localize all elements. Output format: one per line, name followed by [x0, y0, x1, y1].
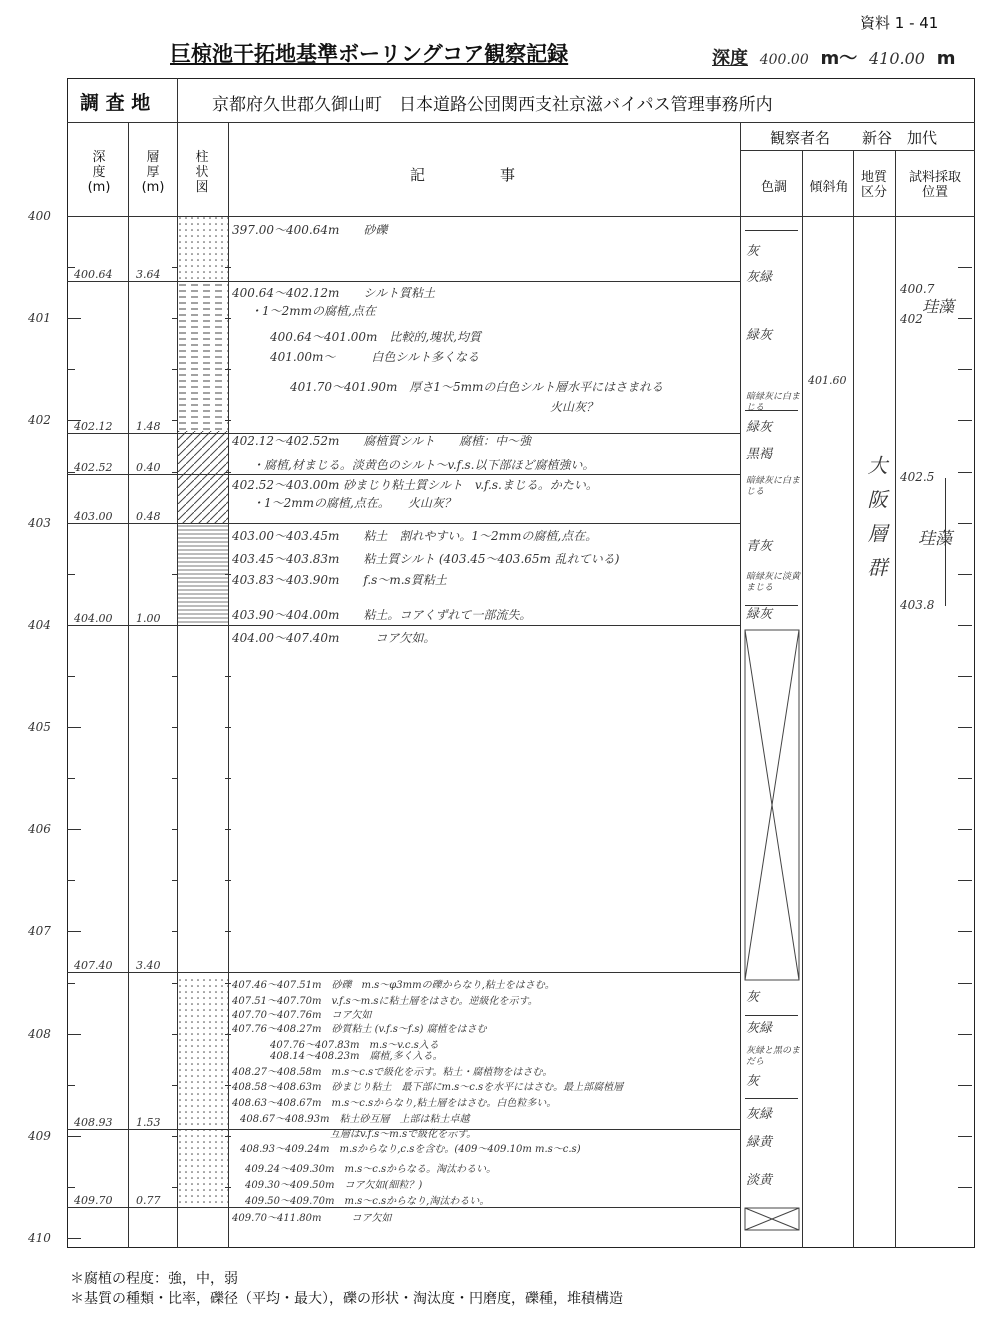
description-line: 409.24〜409.30m m.s〜c.sからなる。淘汰わるい。	[245, 1164, 497, 1175]
color-entry: 暗緑灰に白まじる	[746, 392, 801, 413]
depth-tick-major	[67, 727, 81, 728]
dip-value: 401.60	[808, 374, 847, 387]
description-line: 408.93〜409.24m m.sからなり,c.sを含む。(409〜409.10m m.s〜c.s)	[240, 1144, 581, 1155]
depth-tick-major	[67, 829, 81, 830]
depth-unit1: m〜	[820, 48, 858, 69]
sample-tick	[958, 829, 972, 830]
color-entry: 暗緑灰に淡黄まじる	[746, 572, 801, 593]
sample-tick	[958, 1187, 972, 1188]
depth-label: 深度	[712, 48, 748, 69]
layer-boundary	[67, 1207, 740, 1208]
description-line: 402.52〜403.00m 砂まじり粘土質シルト v.f.s.まじる。かたい。	[232, 478, 598, 492]
depth-range	[712, 44, 955, 70]
observer-label: 観察者名	[770, 129, 831, 147]
color-entry: 灰緑	[746, 270, 773, 285]
layer-boundary	[67, 625, 740, 626]
col-color-header: 色調	[760, 180, 787, 195]
depth-tick-major	[67, 1136, 81, 1137]
sample-tick	[958, 931, 972, 932]
depth-tick-minor	[67, 983, 75, 984]
description-line: 404.00〜407.40m コア欠如。	[232, 631, 436, 645]
diagram-silty-clay	[178, 281, 228, 431]
description-line: 408.27〜408.58m m.s〜c.sで級化を示す。粘土・腐植物をはさむ。	[232, 1067, 553, 1078]
depth-tick-major	[67, 216, 81, 217]
color-entry: 緑灰	[746, 607, 773, 622]
description-line: 408.67〜408.93m 粘土砂互層 上部は粘土卓越	[240, 1114, 470, 1125]
color-entry: 灰	[746, 990, 760, 1005]
color-entry: 灰	[746, 244, 760, 259]
color-divider	[745, 1015, 798, 1016]
description-line: 401.00m〜 白色シルト多くなる	[270, 350, 480, 364]
depth-to: 410.00	[868, 49, 925, 68]
page-title: 巨椋池干拓地基準ボーリングコア観察記録	[170, 42, 569, 66]
col-diagram-header: 柱 状 図	[195, 150, 209, 195]
layer-thickness: 0.40	[136, 460, 161, 474]
observer-value: 新谷 加代	[862, 129, 938, 147]
footnote-1: ＊腐植の程度：強，中，弱	[70, 1271, 238, 1287]
color-entry: 淡黄	[746, 1173, 773, 1188]
layer-boundary	[67, 474, 740, 475]
depth-scale-label: 405	[28, 720, 51, 734]
diagram-humic-silt	[178, 431, 228, 473]
layer-boundary	[67, 972, 740, 973]
layer-thickness: 1.53	[136, 1115, 161, 1129]
description-line: 403.45〜403.83m 粘土質シルト (403.45〜403.65m 乱れている)	[232, 552, 620, 566]
description-line: 407.46〜407.51m 砂礫 m.s〜φ3mmの礫からなり,粘土をはさむ。	[232, 980, 555, 991]
doc-number: 資料 1 - 41	[860, 14, 939, 32]
color-divider	[745, 605, 798, 606]
layer-thickness: 3.64	[136, 268, 161, 282]
sample-tick	[958, 420, 972, 421]
depth-scale-label: 401	[28, 311, 51, 326]
description-line: 火山灰？	[550, 400, 599, 414]
sample-tick	[958, 727, 972, 728]
site-value: 京都府久世郡久御山町 日本道路公団関西支社京滋バイパス管理事務所内	[212, 95, 773, 115]
depth-tick-minor	[67, 574, 75, 575]
description-line: 403.83〜403.90m f.s〜m.s質粘土	[232, 573, 447, 587]
layer-thickness: 3.40	[136, 959, 161, 973]
depth-scale-label: 400	[28, 209, 51, 223]
col-sample-header: 試料採取 位置	[908, 170, 961, 200]
depth-tick-minor	[67, 880, 75, 881]
depth-tick-major	[67, 318, 81, 319]
sample-tick	[958, 267, 972, 268]
color-column-crossouts	[741, 216, 802, 1248]
color-entry: 緑灰	[746, 420, 773, 435]
layer-depth: 404.00	[74, 611, 113, 625]
color-entry: 緑黄	[746, 1135, 773, 1150]
diagram-sand-bottom	[178, 1138, 228, 1208]
col-dip-header: 傾斜角	[809, 180, 849, 195]
description-line: 397.00〜400.64m 砂礫	[232, 223, 388, 237]
sample-note-2: 珪藻	[918, 529, 952, 549]
color-entry: 灰緑と黒のまだら	[746, 1046, 801, 1067]
sample-tick	[958, 1136, 972, 1137]
description-line: 408.63〜408.67m m.s〜c.sからなり,粘土層をはさむ。白色粒多い。	[232, 1098, 557, 1109]
sample-tick	[958, 574, 972, 575]
color-entry: 灰緑	[746, 1107, 773, 1122]
description-line: 403.00〜403.45m 粘土 割れやすい。1〜2mmの腐植,点在。	[232, 529, 598, 543]
color-divider	[745, 230, 798, 231]
diagram-clay	[178, 523, 228, 626]
layer-boundary	[67, 281, 740, 282]
color-entry: 緑灰	[746, 328, 773, 343]
description-line: ・腐植,材まじる。淡黄色のシルト〜v.f.s.以下部ほど腐植強い。	[252, 458, 595, 472]
sample-tick	[958, 880, 972, 881]
description-line: 互層はv.f.s〜m.sで級化を示す。	[240, 1129, 477, 1140]
diagram-sandy-silt	[178, 473, 228, 523]
description-line: 408.58〜408.63m 砂まじり粘土 最下部にm.s〜c.sを水平にはさむ。最上部腐植層	[232, 1082, 624, 1093]
description-line: 407.51〜407.70m v.f.s〜m.sに粘土層をはさむ。逆級化を示す。	[232, 996, 538, 1007]
diagram-sand-section	[178, 978, 228, 1138]
layer-thickness: 0.77	[136, 1194, 161, 1208]
sample-tick	[958, 778, 972, 779]
depth-tick-minor	[67, 778, 75, 779]
description-line: 407.76〜408.27m 砂質粘土 (v.f.s〜f.s) 腐植をはさむ	[232, 1024, 487, 1035]
layer-depth: 408.93	[74, 1115, 113, 1129]
layer-boundary	[67, 523, 740, 524]
layer-depth: 409.70	[74, 1194, 113, 1208]
layer-depth: 402.12	[74, 419, 113, 433]
layer-depth: 402.52	[74, 460, 113, 474]
sample-label-1: 400.7	[900, 282, 935, 296]
sample-tick	[958, 318, 972, 319]
sample-tick	[958, 625, 972, 626]
sample-label-3: 402.5	[900, 470, 935, 484]
depth-scale-label: 403	[28, 515, 51, 530]
column-diagram	[178, 216, 228, 1248]
layer-depth: 403.00	[74, 509, 113, 523]
depth-scale-label: 410	[28, 1231, 51, 1245]
depth-scale-label: 408	[28, 1026, 51, 1041]
description-line: 409.30〜409.50m コア欠如(細粒？)	[245, 1180, 423, 1191]
depth-tick-minor	[67, 1187, 75, 1188]
sample-label-2: 402	[900, 312, 923, 326]
sample-tick	[958, 983, 972, 984]
depth-scale-label: 402	[28, 413, 51, 428]
description-line: 408.14〜408.23m 腐植,多く入る。	[270, 1051, 443, 1062]
sample-tick	[958, 369, 972, 370]
description-line: 401.70〜401.90m 厚さ1〜5mmの白色シルト層水平にはさまれる	[290, 380, 664, 394]
layer-thickness: 0.48	[136, 509, 161, 523]
depth-tick-major	[67, 1238, 81, 1239]
col-thickness-header: 層 厚 (m)	[141, 150, 165, 195]
description-line: 409.70〜411.80m コア欠如	[232, 1213, 392, 1224]
col-depth-header: 深 度 (m)	[87, 150, 111, 195]
depth-tick-minor	[67, 1085, 75, 1086]
layer-depth: 407.40	[74, 959, 113, 973]
sample-tick	[958, 1085, 972, 1086]
sample-tick	[958, 676, 972, 677]
color-entry: 黒褐	[746, 447, 773, 462]
depth-unit2: m	[936, 48, 956, 69]
description-line: 409.50〜409.70m m.s〜c.sからなり,淘汰わるい。	[245, 1196, 490, 1207]
sample-label-4: 403.8	[900, 598, 935, 612]
sample-tick	[958, 1034, 972, 1035]
depth-from: 400.00	[759, 52, 809, 68]
depth-scale-label: 409	[28, 1128, 51, 1143]
sample-tick	[958, 523, 972, 524]
depth-tick-major	[67, 1034, 81, 1035]
geology-value: 大阪層群	[864, 455, 888, 591]
sample-note-1: 珪藻	[922, 297, 955, 316]
layer-thickness: 1.00	[136, 611, 161, 625]
sample-tick	[958, 472, 972, 473]
depth-tick-minor	[67, 676, 75, 677]
color-entry: 灰緑	[746, 1021, 773, 1036]
footnote-2: ＊基質の種類・比率，礫径（平均・最大），礫の形状・淘汰度・円磨度，礫種，堆積構造	[70, 1291, 623, 1307]
description-line: 407.76〜407.83m m.s〜v.c.s入る	[270, 1040, 439, 1051]
description-line: 400.64〜401.00m 比較的,塊状,均質	[270, 330, 481, 344]
depth-tick-major	[67, 931, 81, 932]
diagram-gravel	[178, 216, 228, 281]
depth-tick-minor	[67, 369, 75, 370]
layer-depth: 400.64	[74, 268, 113, 282]
col-description-header: 記 事	[410, 166, 516, 184]
color-divider	[745, 1098, 798, 1099]
sample-tick	[958, 216, 972, 217]
description-line: ・1〜2mmの腐植,点在	[250, 304, 376, 318]
color-entry: 青灰	[746, 539, 773, 554]
description-line: 402.12〜402.52m 腐植質シルト 腐植：中〜強	[232, 434, 532, 448]
color-entry: 暗緑灰に白まじる	[746, 476, 801, 497]
depth-scale-label: 407	[28, 924, 51, 939]
layer-thickness: 1.48	[136, 419, 161, 433]
description-line: ・1〜2mmの腐植,点在。 火山灰？	[252, 496, 456, 510]
description-line: 400.64〜402.12m シルト質粘土	[232, 286, 436, 300]
color-entry: 灰	[746, 1074, 760, 1089]
depth-scale-label: 404	[28, 617, 51, 632]
description-line: 407.70〜407.76m コア欠如	[232, 1010, 372, 1021]
site-label: 調 査 地	[80, 92, 151, 114]
col-geology-header: 地質 区分	[860, 170, 887, 200]
depth-scale-label: 406	[28, 822, 51, 837]
description-line: 403.90〜404.00m 粘土。コアくずれて一部流失。	[232, 608, 532, 622]
